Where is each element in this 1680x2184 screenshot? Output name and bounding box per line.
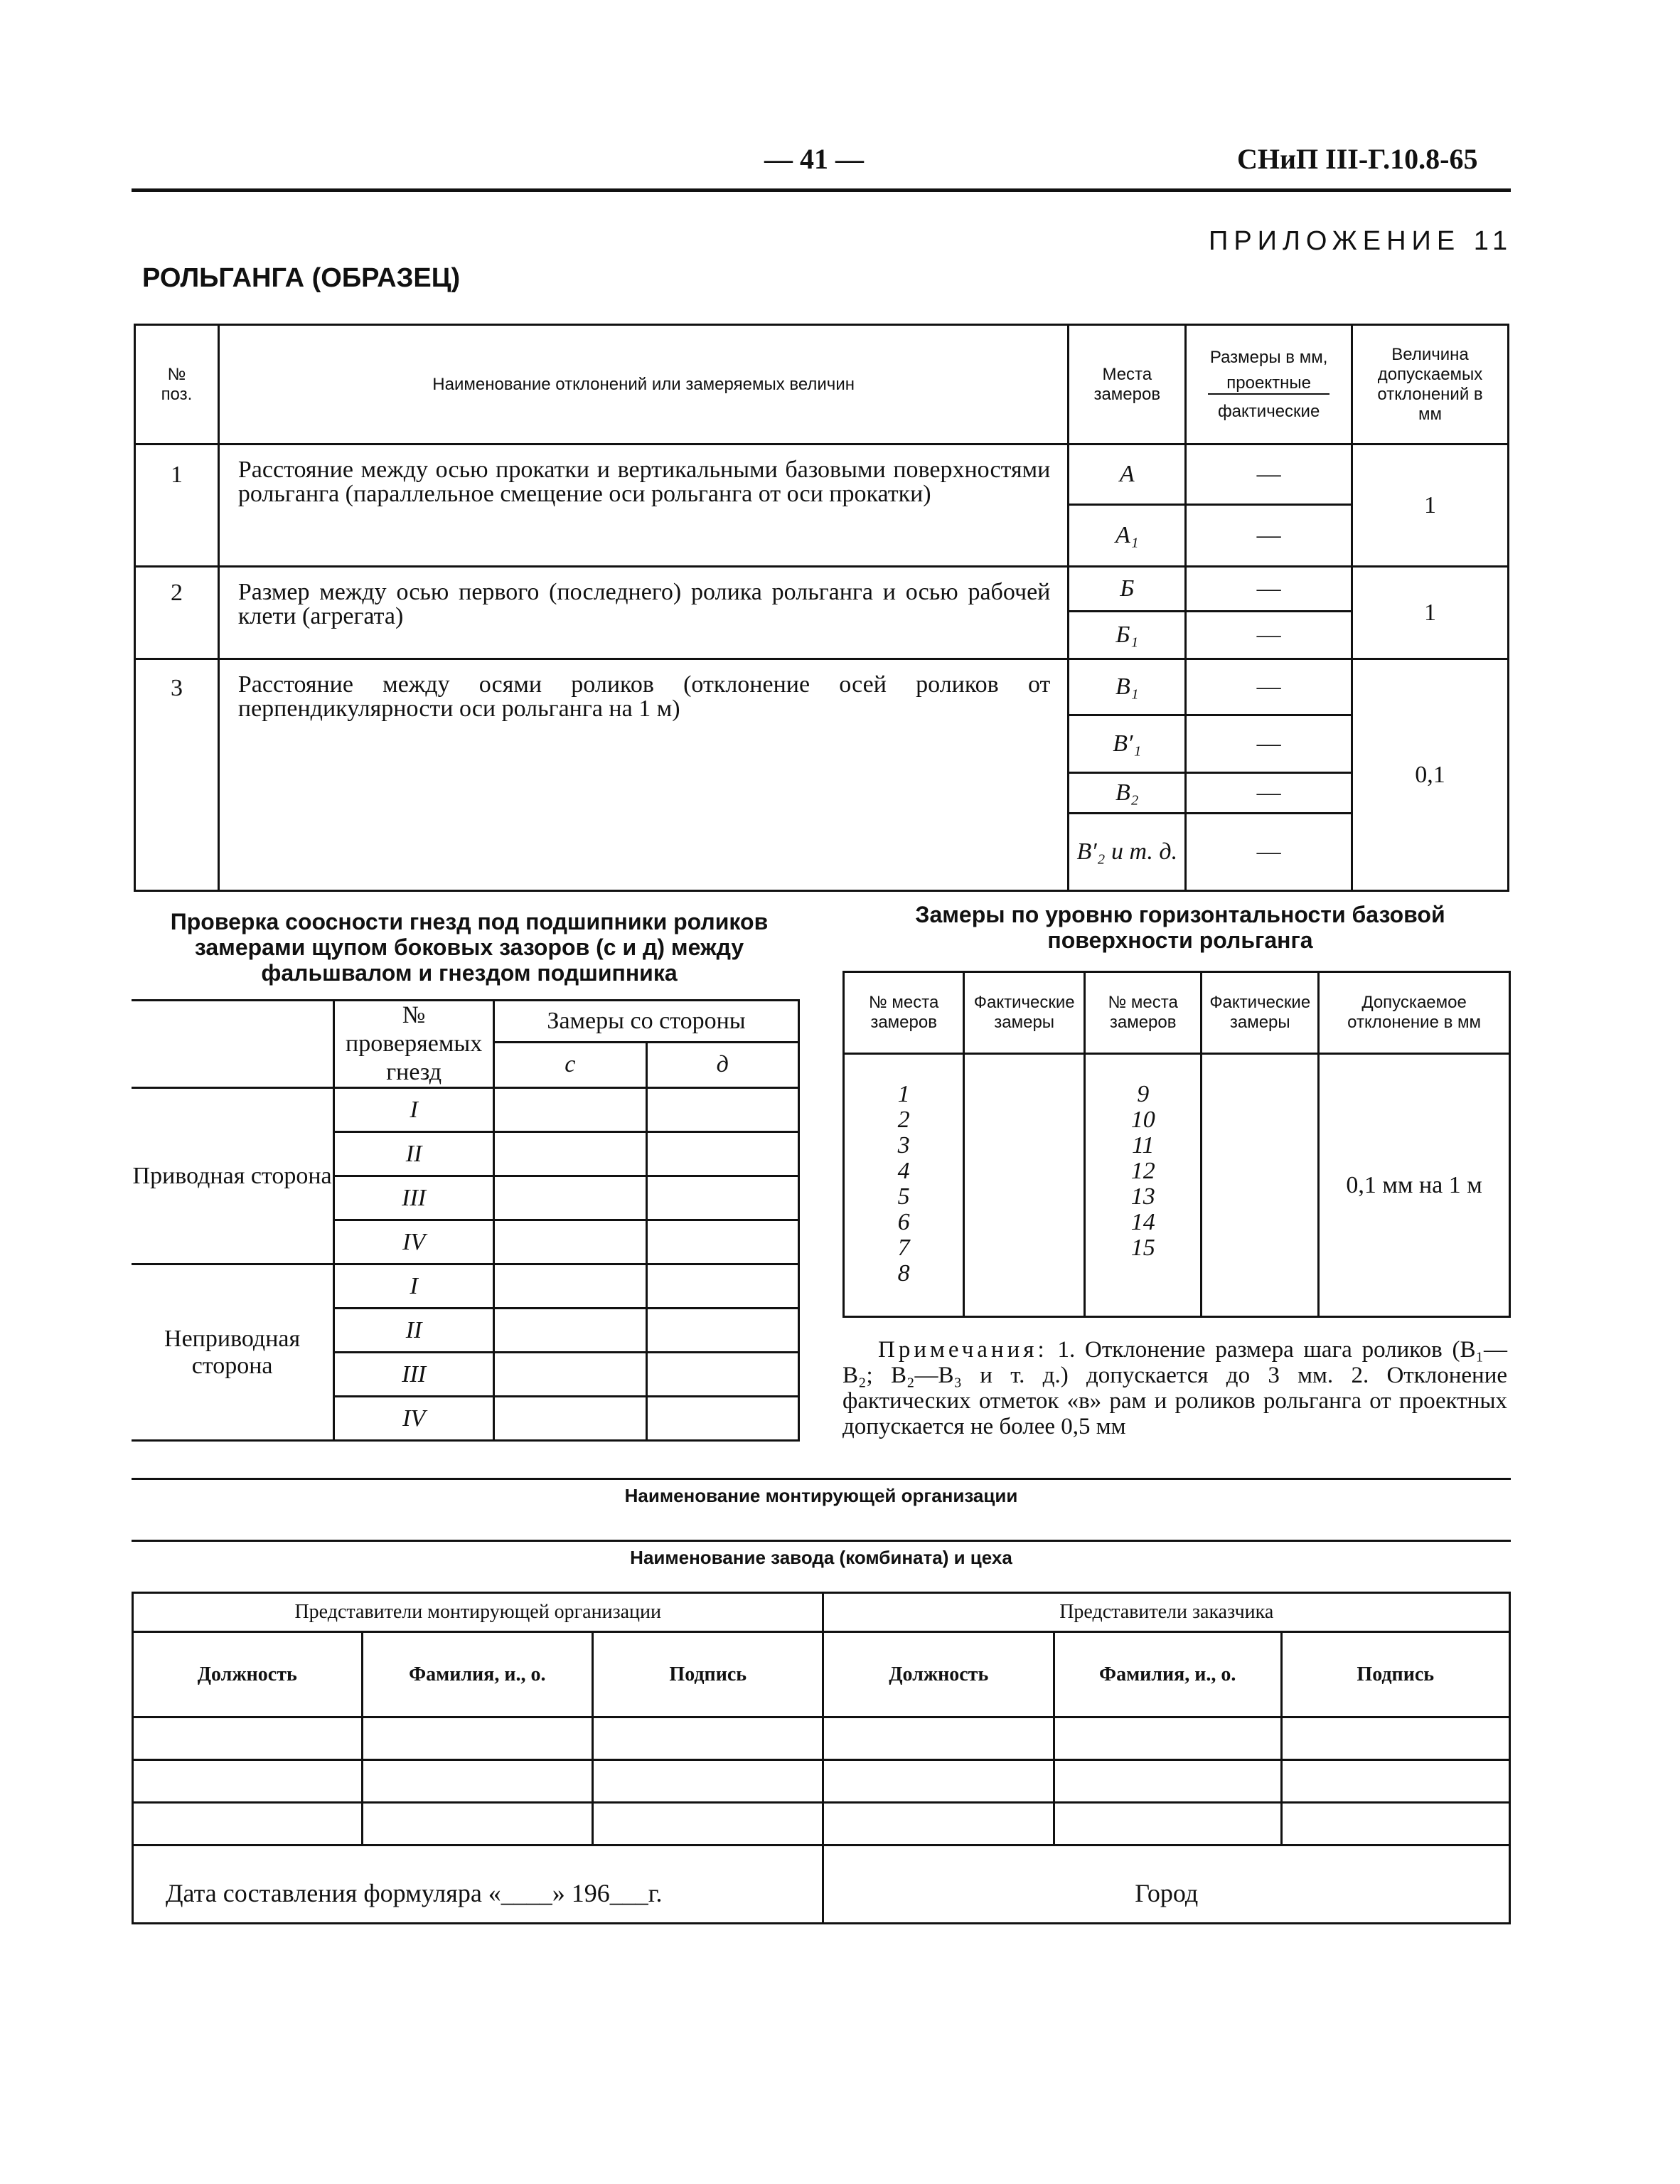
nest-id: I [334, 1088, 494, 1132]
value-cell: — [1187, 445, 1351, 506]
header-place-a: № места замеров [844, 972, 964, 1054]
measure-d [646, 1088, 798, 1132]
col-name: Фамилия, и., о. [362, 1632, 593, 1717]
row-values [1186, 659, 1352, 891]
table-row [135, 444, 1509, 567]
header-tolerance: Допускаемое отклонение в мм [1319, 972, 1510, 1054]
value-cell: — [1256, 622, 1281, 648]
city-field: Город [823, 1845, 1510, 1924]
notes-text-1: 1. Отклонение размера шага роликов (В₁—В₂; В₂—В₃ и т. д.) допускается до 3 мм. [842, 1337, 1508, 1388]
header-d: д [646, 1042, 798, 1087]
value-cell: — [1256, 522, 1281, 548]
place-cell: А₁ [1115, 522, 1139, 548]
header-actual: фактические [1217, 401, 1320, 421]
nest-id: III [334, 1176, 494, 1220]
place-item: 3 [897, 1132, 910, 1158]
places-list-b [1085, 1054, 1202, 1317]
header-rule [132, 188, 1511, 192]
places-list-a [844, 1054, 964, 1317]
actual-b [1202, 1054, 1319, 1317]
header-nests: № проверяемых гнезд [334, 1001, 494, 1088]
place-item: 12 [1130, 1158, 1155, 1184]
row-values [1186, 444, 1352, 567]
header-tolerance: Величина допускаемых отклонений в мм [1352, 325, 1509, 444]
row-values [1186, 567, 1352, 659]
row-num: 3 [135, 659, 219, 891]
row-tolerance: 0,1 [1352, 659, 1509, 891]
place-item: 9 [1137, 1081, 1150, 1107]
place-cell: В′₁ [1069, 716, 1184, 774]
header-c: с [494, 1042, 646, 1087]
table-row [135, 567, 1509, 659]
actual-a [964, 1054, 1085, 1317]
appendix-label: ПРИЛОЖЕНИЕ 11 [1209, 226, 1514, 256]
bearing-nest-table [132, 999, 800, 1442]
row-places [1069, 444, 1186, 567]
measure-d [646, 1264, 798, 1309]
measure-c [494, 1353, 646, 1397]
measure-c [494, 1088, 646, 1132]
header-num: № поз. [135, 325, 219, 444]
nest-id: II [334, 1132, 494, 1176]
document-code: СНиП III-Г.10.8-65 [1237, 143, 1478, 175]
place-item: 4 [897, 1158, 910, 1184]
place-item: 14 [1130, 1209, 1155, 1235]
place-cell: Б [1069, 568, 1184, 612]
header-places: Места замеров [1069, 325, 1186, 444]
right-section-title: Замеры по уровню горизонтальности базовой поверхности рольганга [915, 902, 1445, 953]
header-design: проектные [1208, 373, 1329, 395]
nondrive-side-label: Неприводная сторона [132, 1264, 334, 1441]
measure-d [646, 1309, 798, 1353]
nest-id: III [334, 1353, 494, 1397]
reps-org-header: Представители монтирующей организации [133, 1593, 823, 1632]
row-name: Размер между осью первого (последнего) ролика рольганга и осью рабочей клети (агрегата) [218, 567, 1068, 659]
org-rule [132, 1478, 1511, 1480]
row-places [1069, 659, 1186, 891]
header-sizes [1186, 325, 1352, 444]
col-name: Фамилия, и., о. [1054, 1632, 1282, 1717]
row-num: 2 [135, 567, 219, 659]
value-cell: — [1256, 838, 1281, 865]
col-position: Должность [823, 1632, 1054, 1717]
header-actual-b: Фактические замеры [1202, 972, 1319, 1054]
row-tolerance: 1 [1352, 444, 1509, 567]
signature-table [132, 1592, 1511, 1924]
plant-rule [132, 1540, 1511, 1542]
col-signature: Подпись [1281, 1632, 1510, 1717]
date-field: Дата составления формуляра «____» 196___г. [133, 1845, 823, 1924]
reps-customer-header: Представители заказчика [823, 1593, 1510, 1632]
place-item: 15 [1130, 1235, 1155, 1261]
deviation-table [134, 324, 1509, 892]
row-tolerance: 1 [1352, 567, 1509, 659]
drive-side-label: Приводная сторона [132, 1088, 334, 1264]
place-item: 6 [897, 1209, 910, 1235]
row-name: Расстояние между осями роликов (отклонение осей роликов от перпендикулярности оси рольганга на 1 м) [218, 659, 1068, 891]
nest-id: IV [334, 1220, 494, 1264]
place-item: 13 [1130, 1183, 1155, 1210]
nest-id: I [334, 1264, 494, 1309]
row-name: Расстояние между осью прокатки и вертикальными базовыми поверхностями рольганга (параллельное смещение оси рольганга от оси прокатки) [218, 444, 1068, 567]
row-places [1069, 567, 1186, 659]
place-cell: В₂ [1069, 774, 1184, 814]
header-place-b: № места замеров [1085, 972, 1202, 1054]
value-cell: — [1187, 660, 1351, 716]
level-tolerance: 0,1 мм на 1 м [1319, 1054, 1510, 1317]
page-title: РОЛЬГАНГА (ОБРАЗЕЦ) [142, 263, 461, 293]
left-section-title: Проверка соосности гнезд под подшипники роликов замерами щупом боковых зазоров (с и д) между фальшвалом и гнездом подшипника [170, 909, 769, 986]
signature-row [133, 1803, 1510, 1845]
nest-id: II [334, 1309, 494, 1353]
signature-row [133, 1717, 1510, 1760]
measure-d [646, 1220, 798, 1264]
notes [842, 1337, 1507, 1439]
measure-c [494, 1397, 646, 1441]
header-measure: Замеры со стороны [494, 1001, 799, 1043]
measure-c [494, 1220, 646, 1264]
header-actual-a: Фактические замеры [964, 972, 1085, 1054]
col-position: Должность [133, 1632, 363, 1717]
measure-d [646, 1176, 798, 1220]
header-name: Наименование отклонений или замеряемых величин [218, 325, 1068, 444]
place-cell: В′₂ и т. д. [1076, 838, 1178, 865]
value-cell: — [1187, 568, 1351, 612]
place-item: 8 [897, 1260, 910, 1287]
notes-text-2: 2. Отклонение фактических отметок «в» рам и роликов рольганга от проектных допускается не более 0,5 мм [842, 1363, 1508, 1439]
place-cell: В₁ [1069, 660, 1184, 716]
header-sizes-label: Размеры в мм, [1209, 347, 1328, 367]
col-signature: Подпись [593, 1632, 823, 1717]
measure-c [494, 1309, 646, 1353]
plant-label: Наименование завода (комбината) и цеха [630, 1547, 1012, 1568]
table-row [135, 659, 1509, 891]
value-cell: — [1187, 716, 1351, 774]
value-cell: — [1187, 774, 1351, 814]
page-number: — 41 — [764, 143, 864, 175]
place-item: 7 [897, 1235, 910, 1261]
measure-c [494, 1264, 646, 1309]
nest-id: IV [334, 1397, 494, 1441]
measure-d [646, 1397, 798, 1441]
level-table [842, 971, 1511, 1318]
measure-d [646, 1353, 798, 1397]
place-item: 5 [897, 1183, 910, 1210]
measure-c [494, 1176, 646, 1220]
signature-row [133, 1760, 1510, 1803]
place-cell: А [1069, 445, 1184, 506]
place-item: 2 [897, 1107, 910, 1133]
measure-d [646, 1132, 798, 1176]
blank-header [132, 1001, 334, 1088]
measure-c [494, 1132, 646, 1176]
org-label: Наименование монтирующей организации [624, 1485, 1018, 1506]
place-item: 10 [1130, 1107, 1155, 1133]
place-item: 11 [1131, 1132, 1155, 1158]
place-item: 1 [897, 1081, 910, 1107]
notes-label: Примечания: [878, 1337, 1048, 1363]
place-cell: Б₁ [1115, 622, 1139, 648]
row-num: 1 [135, 444, 219, 567]
